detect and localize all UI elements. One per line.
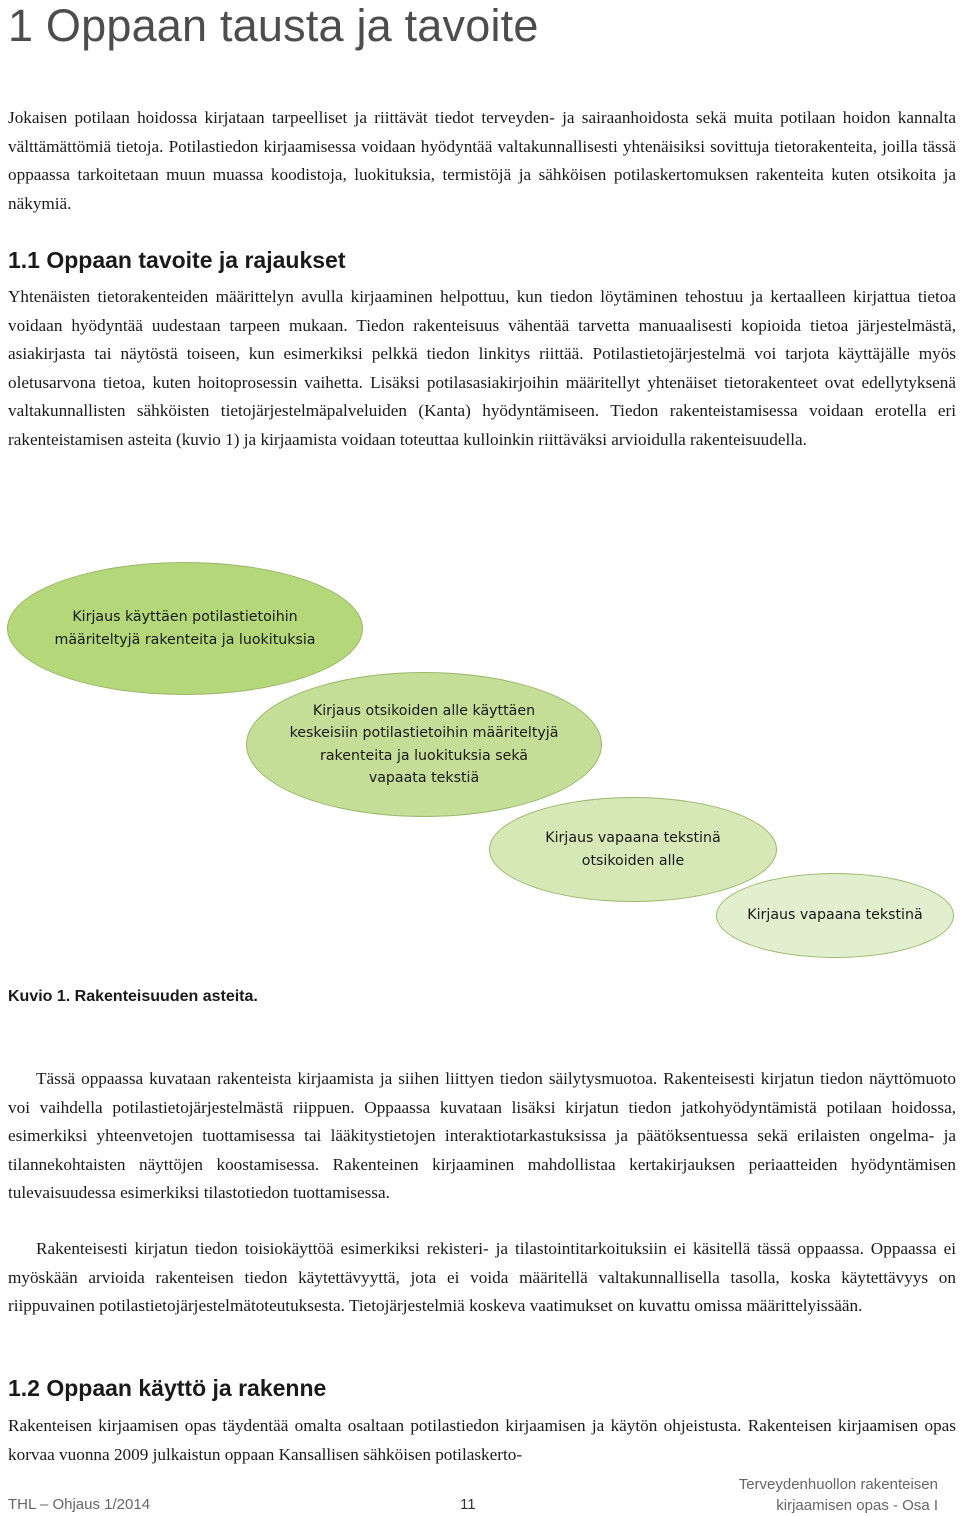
section-1-2-paragraph: Rakenteisen kirjaamisen opas täydentää omalta osaltaan potilastiedon kirjaamisen ja käytön ohjeistusta. Rakenteisen kirjaamisen opas korvaa vuonna 2009 julkaistun oppaan Kansallisen sähköisen potilaskerto- [8,1416,956,1464]
figure-caption: Kuvio 1. Rakenteisuuden asteita. [8,988,258,1005]
page-number: 11 [460,1496,476,1513]
intro-paragraph: Jokaisen potilaan hoidossa kirjataan tarpeelliset ja riittävät tiedot terveyden- ja sairaanhoidosta sekä muita potilaan hoidon kannalta välttämättömiä tietoja. Potilastiedon kirjaamisessa voidaan hyödyntää valtakunnallisesti yhtenäisiksi sovittuja tietorakenteita, joilla tässä oppaassa tarkoitetaan muun muassa koodistoja, luokituksia, termistöjä ja sähköisen potilaskertomuksen rakenteita kuten otsikoita ja näkymiä. [8,108,956,213]
section-1-1-paragraph: Yhtenäisten tietorakenteiden määrittelyn avulla kirjaaminen helpottuu, kun tiedon löytäminen tehostuu ja kertaalleen kirjattua tietoa voidaan hyödyntää uudestaan tarpeen mukaan. Tiedon rakenteisuus vähentää tarvetta manuaalisesti kopioida tietoa järjestelmästä, asiakirjasta tai näytöstä toiseen, kun esimerkiksi pelkkä tiedon linkitys riittää. Potilastietojärjestelmä voi tarjota käyttäjälle myös oletusarvona tietoa, kuten hoitoprosessin vaihetta. Lisäksi potilasasiakirjoihin määritellyt yhtenäiset tietorakenteet ovat edellytyksenä valtakunnallisten sähköisten tietojärjestelmäpalveluiden (Kanta) hyödyntämiseen. Tiedon rakenteistamisessa voidaan erotella eri rakenteistamisen asteita (kuvio 1) ja kirjaamista voidaan toteuttaa kulloinkin riittäväksi arvioidulla rakenteisuudella. [8,287,956,449]
level-1-ellipse: Kirjaus käyttäen potilastietoihin määriteltyjä rakenteita ja luokituksia [7,562,363,695]
level-3-ellipse: Kirjaus vapaana tekstinä otsikoiden alle [489,797,777,902]
level-4-ellipse: Kirjaus vapaana tekstinä [716,873,954,958]
paragraph-3: Rakenteisesti kirjatun tiedon toisiokäyttöä esimerkiksi rekisteri- ja tilastointitarkoituksiin ei käsitellä tässä oppaassa. Oppaassa ei myöskään arvioida rakenteisen tiedon käytettävyyttä, jota ei voida määritellä valtakunnallisella tasolla, koska käytettävyys on riippuvainen potilastietojärjestelmätoteutuksesta. Tietojärjestelmiä koskeva vaatimukset on kuvattu omissa määrittelyissään. [8,1239,956,1316]
page-title: 1 Oppaan tausta ja tavoite [8,0,539,51]
section-heading-1-1: 1.1 Oppaan tavoite ja rajaukset [8,247,346,273]
footer-document-title: Terveydenhuollon rakenteisen kirjaamisen opas - Osa I [738,1476,938,1514]
footer-publication: THL – Ohjaus 1/2014 [8,1496,151,1513]
section-heading-1-2: 1.2 Oppaan käyttö ja rakenne [8,1375,327,1401]
level-2-ellipse: Kirjaus otsikoiden alle käyttäen keskeisiin potilastietoihin määriteltyjä rakenteita ja luokituksia sekä vapaata tekstiä [246,672,602,817]
paragraph-2: Tässä oppaassa kuvataan rakenteista kirjaamista ja siihen liittyen tiedon säilytysmuotoa. Rakenteisesti kirjatun tiedon näyttömuoto voi vaihdella potilastietojärjestelmästä riippuen. Oppaassa kuvataan lisäksi kirjatun tiedon jatkohyödyntämistä potilaan hoidossa, esimerkiksi yhteenvetojen tuottamisessa tai lääkitystietojen interaktiotarkastuksissa ja päätöksentuessa sekä erilaisten ongelma- ja tilannekohtaisten näyttöjen koostamisessa. Rakenteinen kirjaaminen mahdollistaa kertakirjauksen periaatteiden hyödyntämisen tulevaisuudessa esimerkiksi tilastotiedon tuottamisessa. [8,1069,956,1203]
